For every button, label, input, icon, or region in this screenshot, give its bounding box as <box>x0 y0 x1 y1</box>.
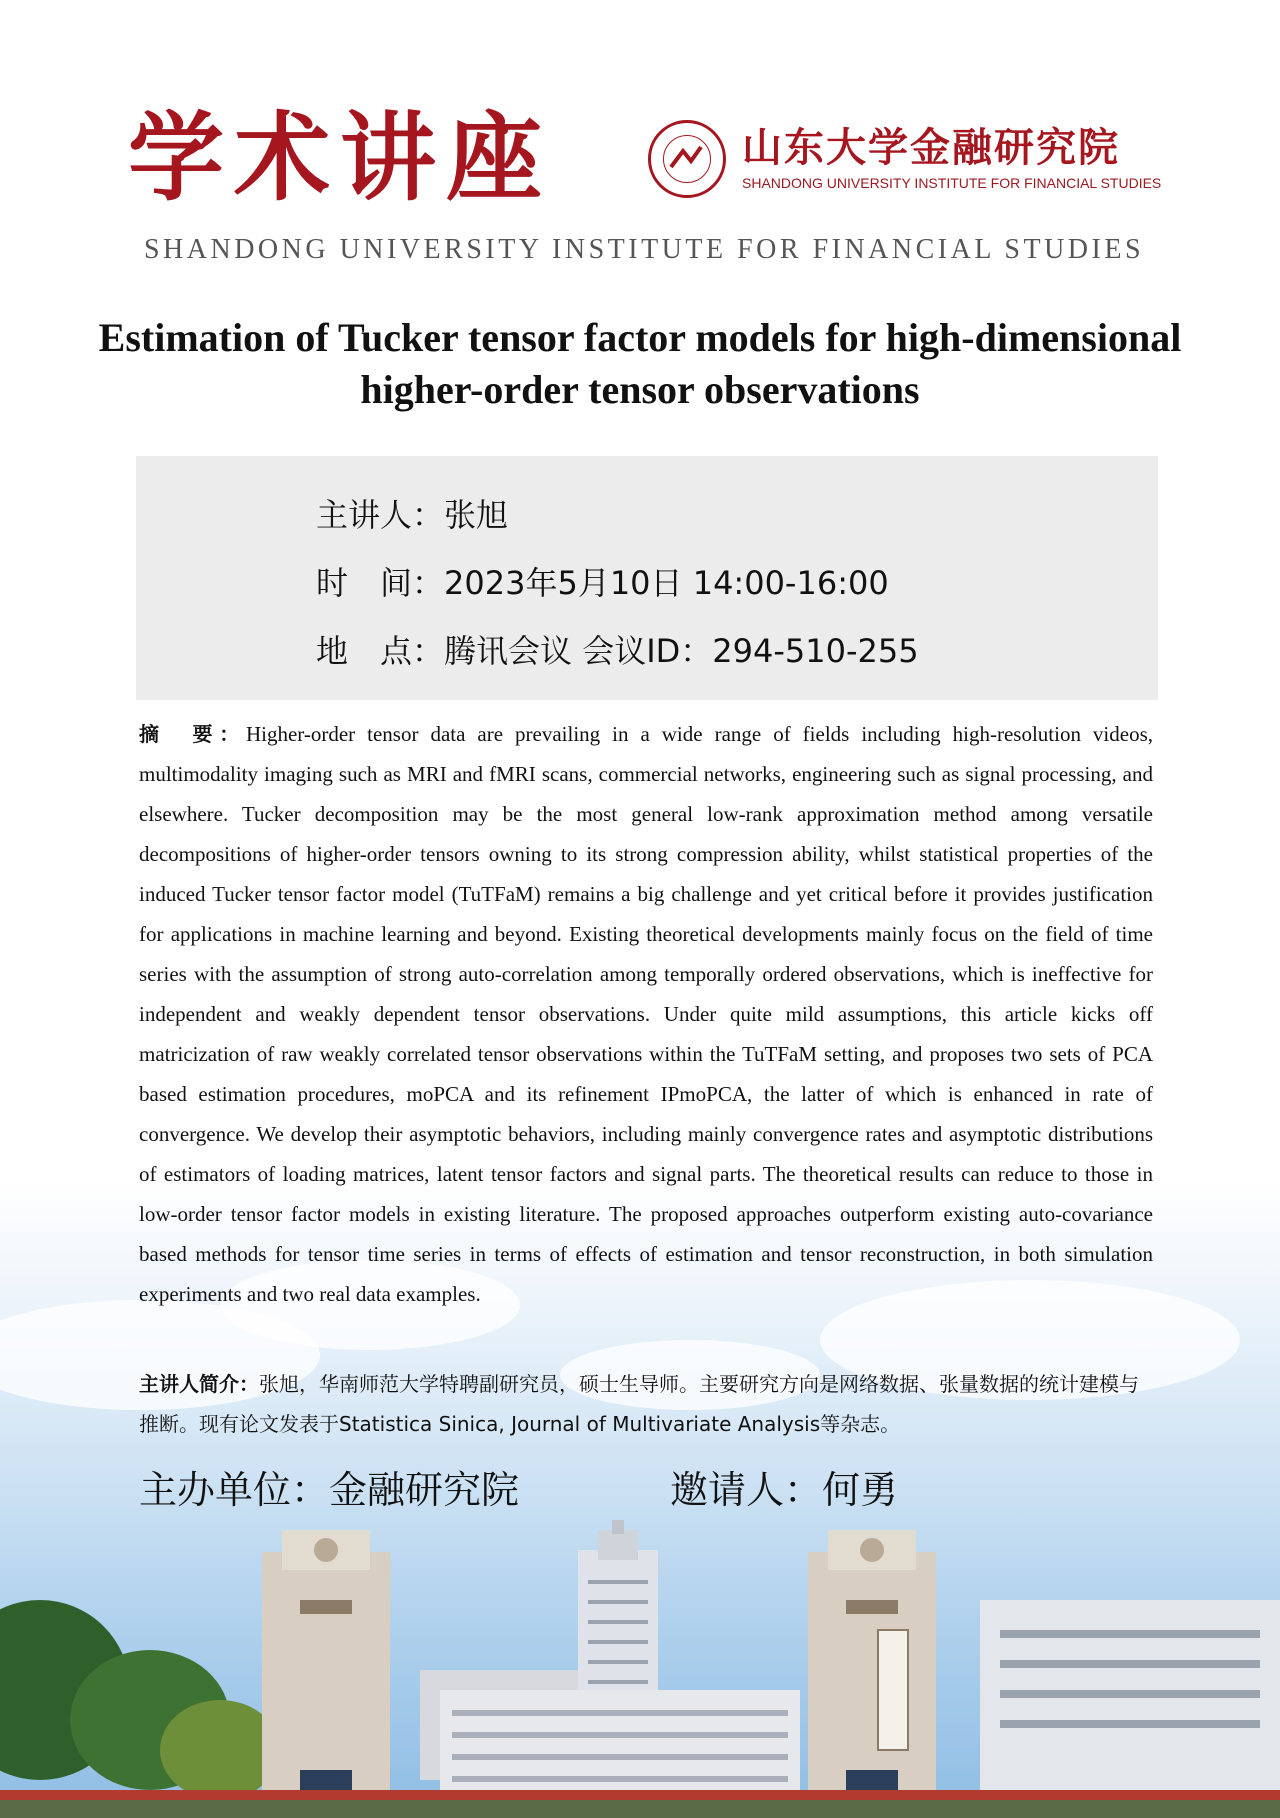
talk-info-box <box>136 456 1158 700</box>
lecture-title-cn: 学术讲座 <box>128 101 552 214</box>
institute-name-cn: 山东大学金融研究院 <box>742 124 1120 171</box>
campus-gate-illustration <box>0 1520 1280 1818</box>
speaker-name: 张旭 <box>444 496 509 534</box>
university-seal-logo <box>648 120 726 198</box>
place-label: 地 点： <box>316 632 445 670</box>
time-value: 2023年5月10日 14:00-16:00 <box>444 564 889 602</box>
speaker-row <box>316 490 508 540</box>
institute-name-en-large: SHANDONG UNIVERSITY INSTITUTE FOR FINANCIAL STUDIES <box>143 234 1145 265</box>
host-organization: 主办单位：金融研究院 <box>139 1468 520 1512</box>
time-label: 时 间： <box>316 564 445 602</box>
speaker-bio <box>139 1364 1153 1444</box>
talk-title <box>30 312 1250 416</box>
abstract <box>139 714 1153 1314</box>
talk-title-line-1: Estimation of Tucker tensor factor models for high-dimensional <box>98 315 1182 360</box>
talk-title-line-2: higher-order tensor observations <box>360 367 920 412</box>
place-value: 腾讯会议 会议ID：294-510-255 <box>444 632 919 670</box>
time-row <box>316 558 889 608</box>
speaker-label: 主讲人： <box>316 496 445 534</box>
place-row <box>316 626 919 676</box>
bio-label: 主讲人简介： <box>139 1372 259 1396</box>
bio-text: 张旭，华南师范大学特聘副研究员，硕士生导师。主要研究方向是网络数据、张量数据的统计建模与推断。现有论文发表于Statistica Sinica, Journal of Multivariate Analysis等杂志。 <box>139 1372 1139 1436</box>
abstract-text: Higher-order tensor data are prevailing in a wide range of fields including high-resolution videos, multimodality imaging such as MRI and fMRI scans, commercial networks, engineering such as signal processing, and elsewhere. Tucker decomposition may be the most general low-rank approximation method among versatile decompositions of higher-order tensors owning to its strong compression ability, whilst statistical properties of the induced Tucker tensor factor model (TuTFaM) remains a big challenge and yet critical before it provides justification for applications in machine learning and beyond. Existing theoretical developments mainly focus on the field of time series with the assumption of strong auto-correlation among temporally ordered observations, which is ineffective for independent and weakly dependent tensor observations. Under quite mild assumptions, this article kicks off matricization of raw weakly correlated tensor observations within the TuTFaM setting, and proposes two sets of PCA based estimation procedures, moPCA and its refinement IPmoPCA, the latter of which is enhanced in rate of convergence. We develop their asymptotic behaviors, including mainly convergence rates and asymptotic distributions of estimators of loading matrices, latent tensor factors and signal parts. The theoretical results can reduce to those in low-order tensor factor models in existing literature. The proposed approaches outperform existing auto-covariance based methods for tensor time series in terms of effects of estimation and tensor reconstruction, in both simulation experiments and two real data examples. <box>139 722 1154 1306</box>
abstract-label: 摘 要： <box>139 722 246 746</box>
inviter: 邀请人：何勇 <box>670 1468 899 1512</box>
institute-name-en-small: SHANDONG UNIVERSITY INSTITUTE FOR FINANCIAL STUDIES <box>742 175 1162 191</box>
